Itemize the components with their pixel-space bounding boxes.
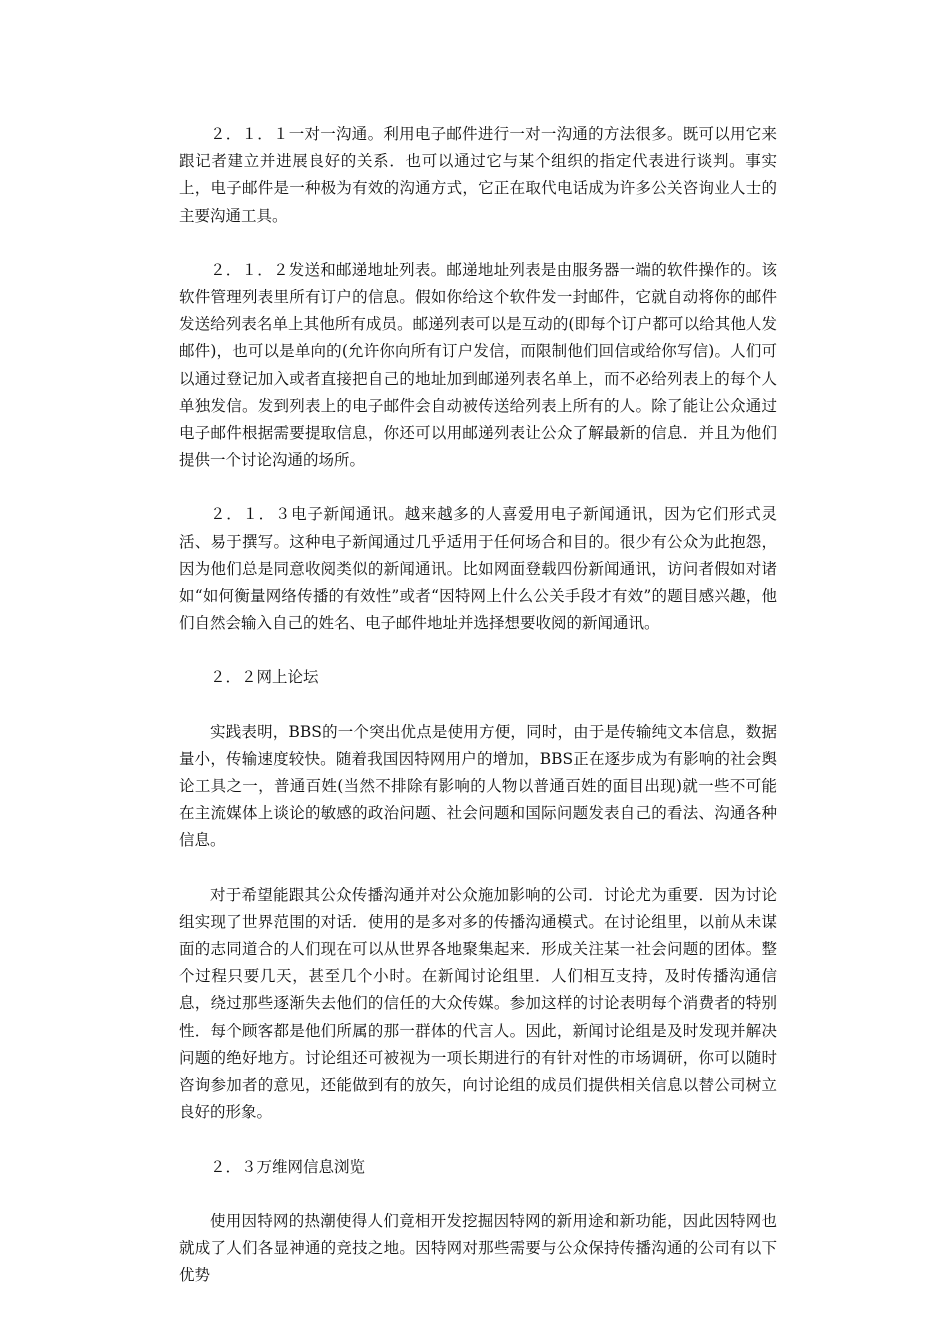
paragraph-one-to-one-communication: ２．１．１一对一沟通。利用电子邮件进行一对一沟通的方法很多。既可以用它来跟记者建立并进展良好的关系．也可以通过它与某个组织的指定代表进行谈判。事实上，电子邮件是一种极为有效的沟通方式，它正在取代电话成为许多公关咨询业人士的主要沟通工具。 [179,125,777,225]
paragraph-discussion-groups: 对于希望能跟其公众传播沟通并对公众施加影响的公司．讨论尤为重要．因为讨论组实现了世界范围的对话．使用的是多对多的传播沟通模式。在讨论组里，以前从未谋面的志同道合的人们现在可以从世界各地聚集起来．形成关注某一社会问题的团体。整个过程只要几天，甚至几个小时。在新闻讨论组里．人们相互支持，及时传播沟通信息，绕过那些逐渐失去他们的信任的大众传媒。参加这样的讨论表明每个消费者的特别性．每个顾客都是他们所属的那一群体的代言人。因此，新闻讨论组是及时发现并解决问题的绝好地方。讨论组还可被视为一项长期进行的有针对性的市场调研，你可以随时咨询参加者的意见，还能做到有的放矢，向讨论组的成员们提供相关信息以替公司树立良好的形象。 [179,885,777,1122]
paragraph-electronic-newsletter: ２．１．３电子新闻通讯。越来越多的人喜爱用电子新闻通讯，因为它们形式灵活、易于撰写。这种电子新闻通过几乎适用于任何场合和目的。很少有公众为此抱怨，因为他们总是同意收阅类似的新闻通讯。比如网面登载四份新闻通讯，访问者假如对诸如“如何衡量网络传播的有效性”或者“因特网上什么公关手段才有效”的题目感兴趣，他们自然会输入自己的姓名、电子邮件地址并选择想要收阅的新闻通讯。 [179,505,777,633]
paragraph-bbs: 实践表明，BBS的一个突出优点是使用方便，同时，由于是传输纯文本信息，数据量小，传输速度较快。随着我国因特网用户的增加，BBS正在逐步成为有影响的社会舆论工具之一，普通百姓(当然不排除有影响的人物以普通百姓的面目出现)就一些不可能在主流媒体上谈论的敏感的政治问题、社会问题和国际问题发表自己的看法、沟通各种信息。 [179,722,777,850]
heading-online-forum: ２．２网上论坛 [210,668,319,687]
heading-web-browsing: ２．３万维网信息浏览 [210,1157,366,1176]
paragraph-mailing-list: ２．１．２发送和邮递地址列表。邮递地址列表是由服务器一端的软件操作的。该软件管理列表里所有订户的信息。假如你给这个软件发一封邮件，它就自动将你的邮件发送给列表名单上其他所有成员。邮递列表可以是互动的(即每个订户都可以给其他人发邮件)，也可以是单向的(允许你向所有订户发信，而限制他们回信或给你写信)。人们可以通过登记加入或者直接把自己的地址加到邮递列表名单上，而不必给列表上的每个人单独发信。发到列表上的电子邮件会自动被传送给列表上所有的人。除了能让公众通过电子邮件根据需要提取信息，你还可以用邮递列表让公众了解最新的信息．并且为他们提供一个讨论沟通的场所。 [179,260,777,470]
document-body [179,121,777,1316]
paragraph-internet-advantages: 使用因特网的热潮使得人们竟相开发挖掘因特网的新用途和新功能，因此因特网也就成了人们各显神通的竞技之地。因特网对那些需要与公众保持传播沟通的公司有以下优势 [179,1211,777,1285]
